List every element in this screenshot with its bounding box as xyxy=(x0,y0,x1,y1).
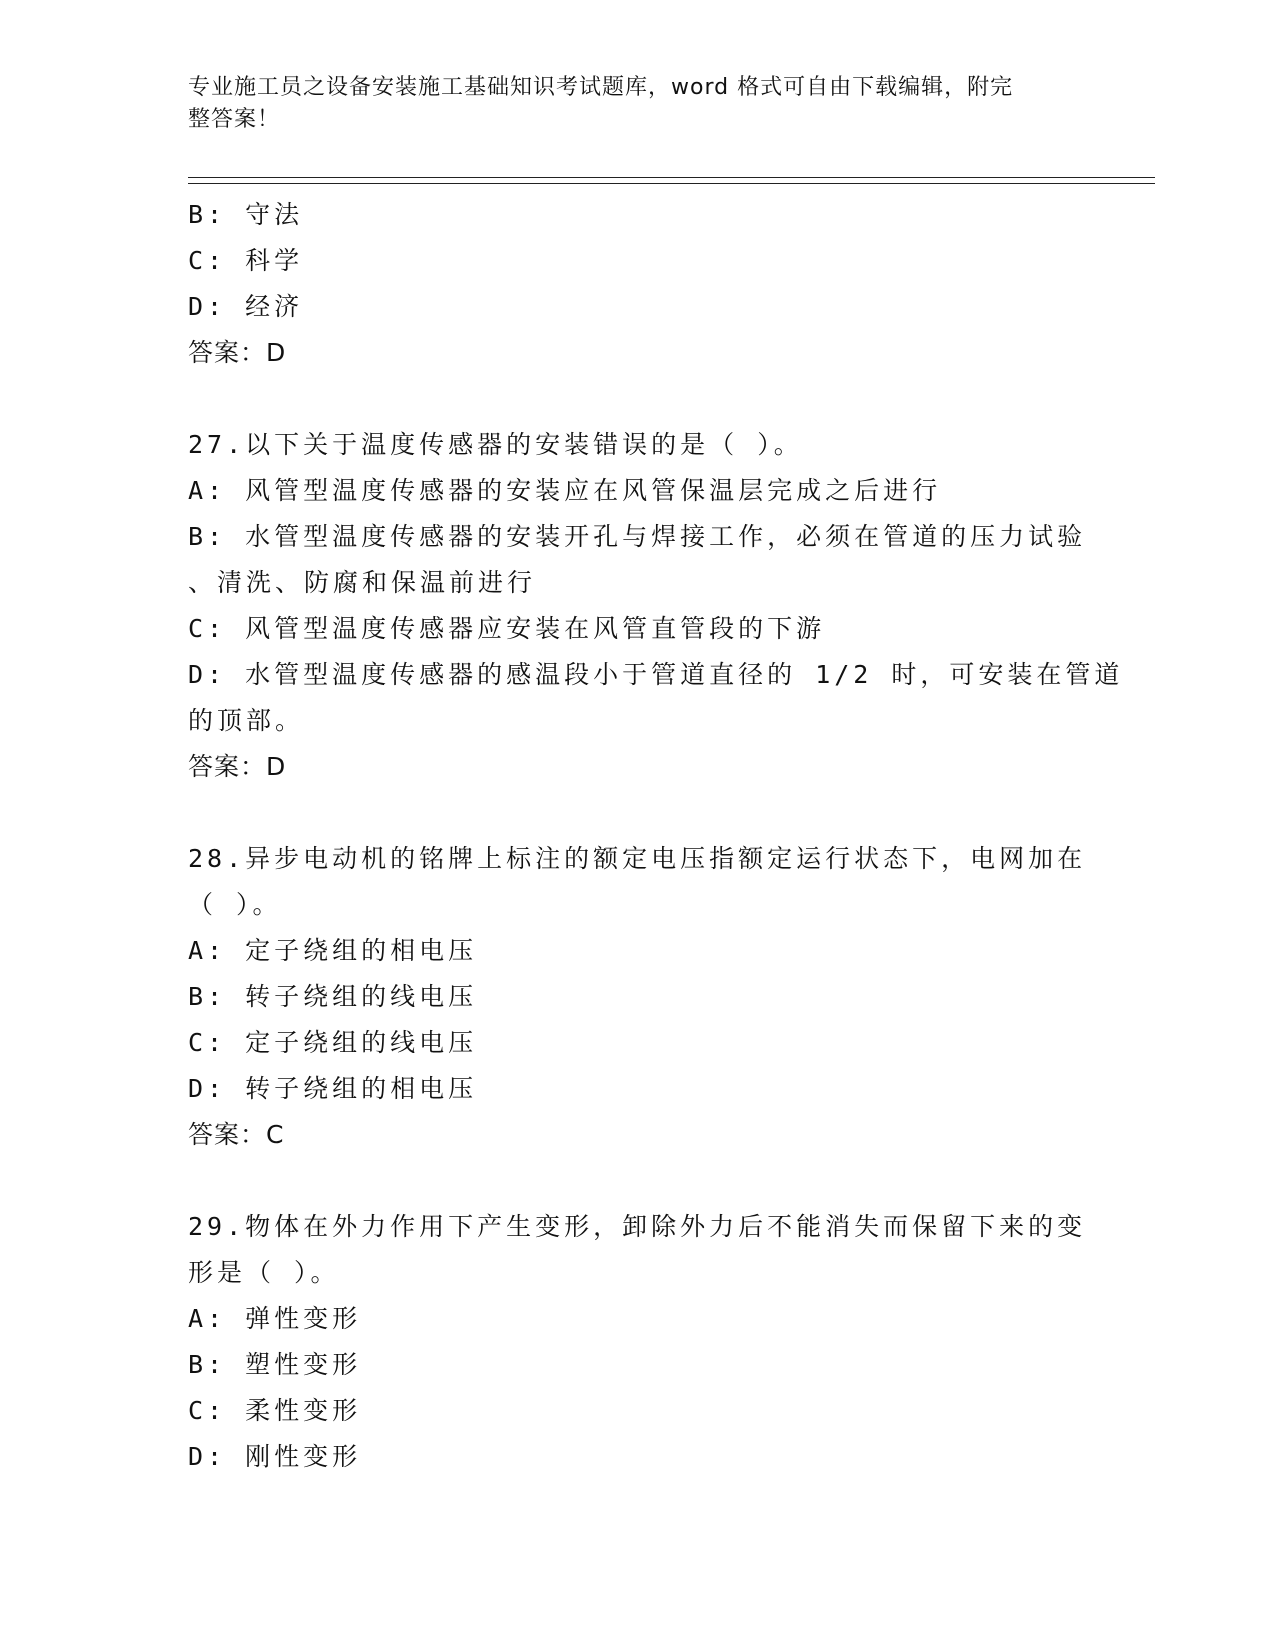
option-b: B: 守法 xyxy=(188,200,304,229)
question-text: 29.物体在外力作用下产生变形，卸除外力后不能消失而保留下来的变 xyxy=(188,1212,1087,1241)
header-divider-top xyxy=(188,177,1155,178)
option-c: C: 风管型温度传感器应安装在风管直管段的下游 xyxy=(188,614,826,643)
option-d-continued: 的顶部。 xyxy=(188,706,305,735)
answer: 答案：C xyxy=(188,1120,285,1149)
question-content xyxy=(188,192,1124,1480)
question-text-continued: （ ）。 xyxy=(188,890,282,919)
question-text: 28.异步电动机的铭牌上标注的额定电压指额定运行状态下，电网加在 xyxy=(188,844,1087,873)
option-a: A: 风管型温度传感器的安装应在风管保温层完成之后进行 xyxy=(188,476,942,505)
answer: 答案：D xyxy=(188,338,287,367)
option-b: B: 水管型温度传感器的安装开孔与焊接工作，必须在管道的压力试验 xyxy=(188,522,1087,551)
header-line-1: 专业施工员之设备安装施工基础知识考试题库，word 格式可自由下载编辑，附完 xyxy=(188,75,1014,100)
option-c: C: 定子绕组的线电压 xyxy=(188,1028,478,1057)
question-text: 27.以下关于温度传感器的安装错误的是（ ）。 xyxy=(188,430,803,459)
header-line-2: 整答案！ xyxy=(188,107,281,132)
document-header xyxy=(188,72,1088,136)
option-d: D: 刚性变形 xyxy=(188,1442,362,1471)
option-d: D: 经济 xyxy=(188,292,304,321)
question-26 xyxy=(188,192,1088,376)
header-divider-bottom xyxy=(188,183,1155,184)
option-c: C: 柔性变形 xyxy=(188,1396,362,1425)
option-a: A: 弹性变形 xyxy=(188,1304,362,1333)
question-27 xyxy=(188,422,1124,790)
question-text-continued: 形是（ ）。 xyxy=(188,1258,340,1287)
option-b-continued: 、清洗、防腐和保温前进行 xyxy=(188,568,537,597)
option-b: B: 塑性变形 xyxy=(188,1350,362,1379)
question-28 xyxy=(188,836,1088,1158)
option-a: A: 定子绕组的相电压 xyxy=(188,936,478,965)
option-d: D: 水管型温度传感器的感温段小于管道直径的 1/2 时，可安装在管道 xyxy=(188,660,1124,689)
option-d: D: 转子绕组的相电压 xyxy=(188,1074,478,1103)
question-29 xyxy=(188,1204,1088,1480)
option-b: B: 转子绕组的线电压 xyxy=(188,982,478,1011)
answer: 答案：D xyxy=(188,752,287,781)
option-c: C: 科学 xyxy=(188,246,304,275)
